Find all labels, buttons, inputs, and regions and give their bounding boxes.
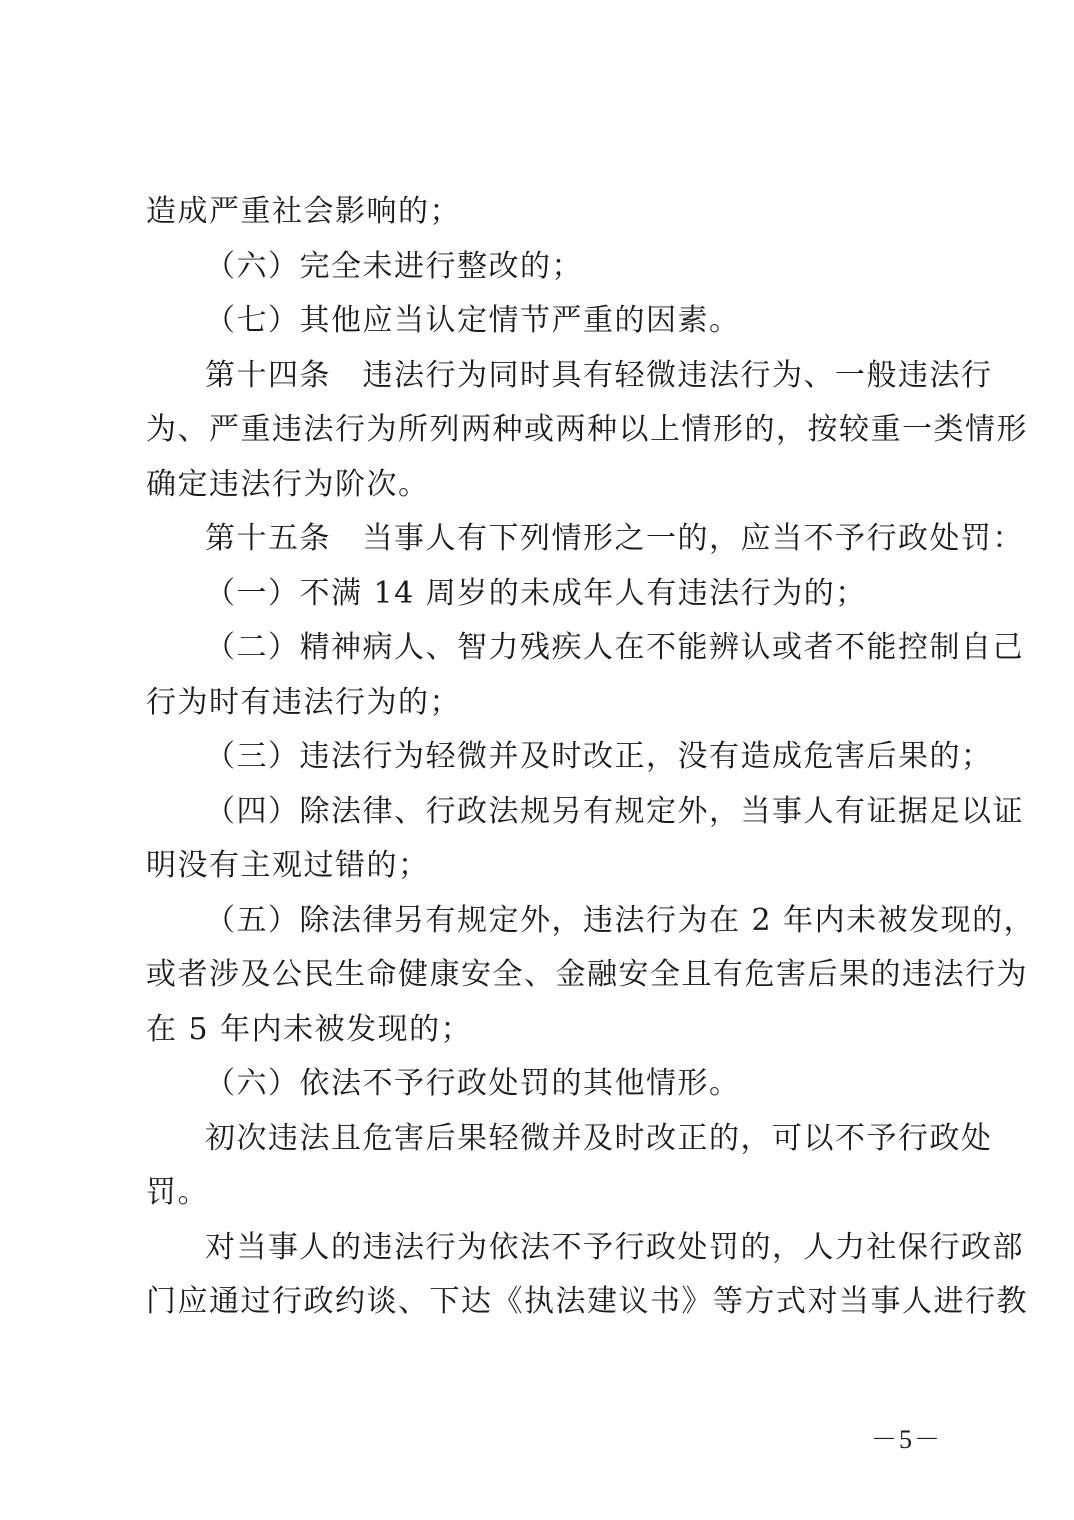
text-line: 明没有主观过错的；	[146, 848, 430, 883]
text-line: （三）违法行为轻微并及时改正，没有造成危害后果的；	[205, 739, 993, 774]
text-line: 为、严重违法行为所列两种或两种以上情形的，按较重一类情形	[146, 412, 1028, 447]
text-line: 门应通过行政约谈、下达《执法建议书》等方式对当事人进行教	[146, 1284, 1028, 1319]
page-number: －5－	[870, 1425, 942, 1454]
text-line: 行为时有违法行为的；	[146, 684, 461, 720]
text-line: 在 5 年内未被发现的；	[146, 1011, 473, 1047]
document-body	[146, 185, 1036, 1330]
text-line: （二）精神病人、智力残疾人在不能辨认或者不能控制自己	[205, 630, 1024, 665]
text-line: 确定违法行为阶次。	[146, 466, 430, 502]
text-line: （四）除法律、行政法规另有规定外，当事人有证据足以证	[205, 793, 1024, 829]
text-line: 罚。	[146, 1175, 209, 1210]
text-line: 造成严重社会影响的；	[146, 194, 461, 229]
text-line: 对当事人的违法行为依法不予行政处罚的，人力社保行政部	[205, 1229, 1024, 1265]
text-line: （六）依法不予行政处罚的其他情形。	[205, 1066, 741, 1101]
text-line: （六）完全未进行整改的；	[205, 248, 583, 284]
text-line: （五）除法律另有规定外，违法行为在 2 年内未被发现的，	[205, 902, 1036, 938]
text-line: 初次违法且危害后果轻微并及时改正的，可以不予行政处	[205, 1120, 993, 1156]
text-line: （一）不满 14 周岁的未成年人有违法行为的；	[205, 575, 867, 611]
text-line: （七）其他应当认定情节严重的因素。	[205, 303, 741, 338]
article-15-heading-line: 第十五条 当事人有下列情形之一的，应当不予行政处罚：	[205, 521, 1024, 556]
article-14-heading-line: 第十四条 违法行为同时具有轻微违法行为、一般违法行	[205, 357, 993, 393]
text-line: 或者涉及公民生命健康安全、金融安全且有危害后果的违法行为	[146, 957, 1028, 992]
